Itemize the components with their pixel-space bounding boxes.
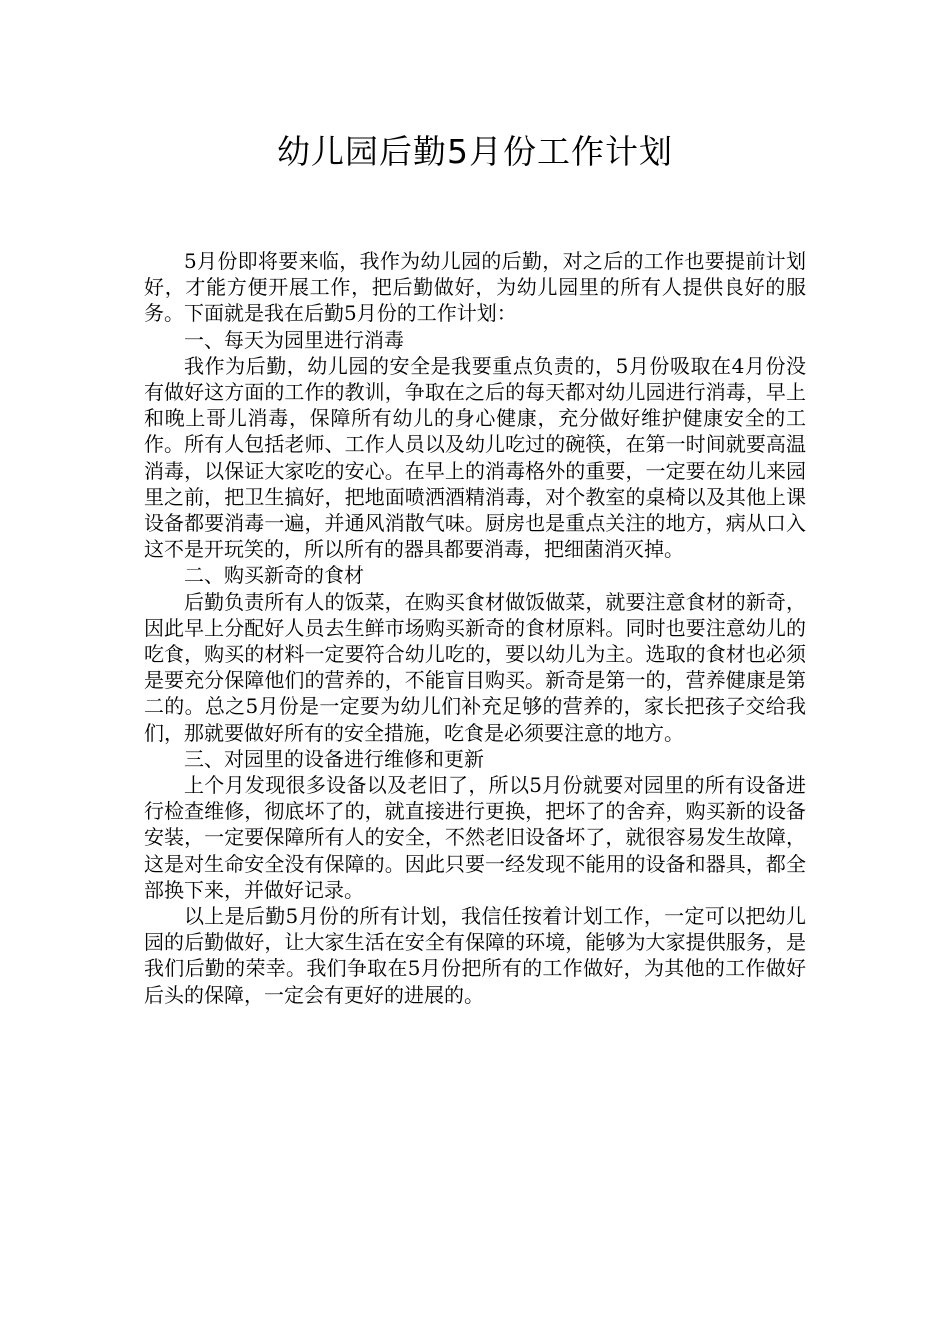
section-heading-1: 一、每天为园里进行消毒	[184, 327, 404, 352]
section-2-paragraph: 后勤负责所有人的饭菜，在购买食材做饭做菜，就要注意食材的新奇，因此早上分配好人员去生鲜市场购买新奇的食材原料。同时也要注意幼儿的吃食，购买的材料一定要符合幼儿吃的，要以幼儿为主。选取的食材也必须是要充分保障他们的营养的，不能盲目购买。新奇是第一的，营养健康是第二的。总之5月份是一定要为幼儿们补充足够的营养的，家长把孩子交给我们，那就要做好所有的安全措施，吃食是必须要注意的地方。	[144, 589, 806, 745]
section-3-paragraph: 上个月发现很多设备以及老旧了，所以5月份就要对园里的所有设备进行检查维修，彻底坏了的，就直接进行更换，把坏了的舍弃，购买新的设备安装，一定要保障所有人的安全，不然老旧设备坏了，就很容易发生故障，这是对生命安全没有保障的。因此只要一经发现不能用的设备和器具，都全部换下来，并做好记录。	[144, 773, 806, 902]
intro-paragraph: 5月份即将要来临，我作为幼儿园的后勤，对之后的工作也要提前计划好，才能方便开展工作，把后勤做好，为幼儿园里的所有人提供良好的服务。下面就是我在后勤5月份的工作计划：	[144, 249, 806, 326]
section-1-paragraph: 我作为后勤，幼儿园的安全是我要重点负责的，5月份吸取在4月份没有做好这方面的工作的教训，争取在之后的每天都对幼儿园进行消毒，早上和晚上哥儿消毒，保障所有幼儿的身心健康，充分做好维护健康安全的工作。所有人包括老师、工作人员以及幼儿吃过的碗筷，在第一时间就要高温消毒，以保证大家吃的安心。在早上的消毒格外的重要，一定要在幼儿来园里之前，把卫生搞好，把地面喷洒酒精消毒，对个教室的桌椅以及其他上课设备都要消毒一遍，并通风消散气味。厨房也是重点关注的地方，病从口入这不是开玩笑的，所以所有的器具都要消毒，把细菌消灭掉。	[144, 353, 806, 562]
section-heading-3: 三、对园里的设备进行维修和更新	[184, 746, 484, 771]
document-body	[144, 248, 806, 1008]
section-heading-2: 二、购买新奇的食材	[184, 563, 364, 588]
conclusion-paragraph: 以上是后勤5月份的所有计划，我信任按着计划工作，一定可以把幼儿园的后勤做好，让大家生活在安全有保障的环境，能够为大家提供服务，是我们后勤的荣幸。我们争取在5月份把所有的工作做好，为其他的工作做好后头的保障，一定会有更好的进展的。	[144, 904, 806, 1007]
document-title: 幼儿园后勤5月份工作计划	[277, 132, 673, 171]
